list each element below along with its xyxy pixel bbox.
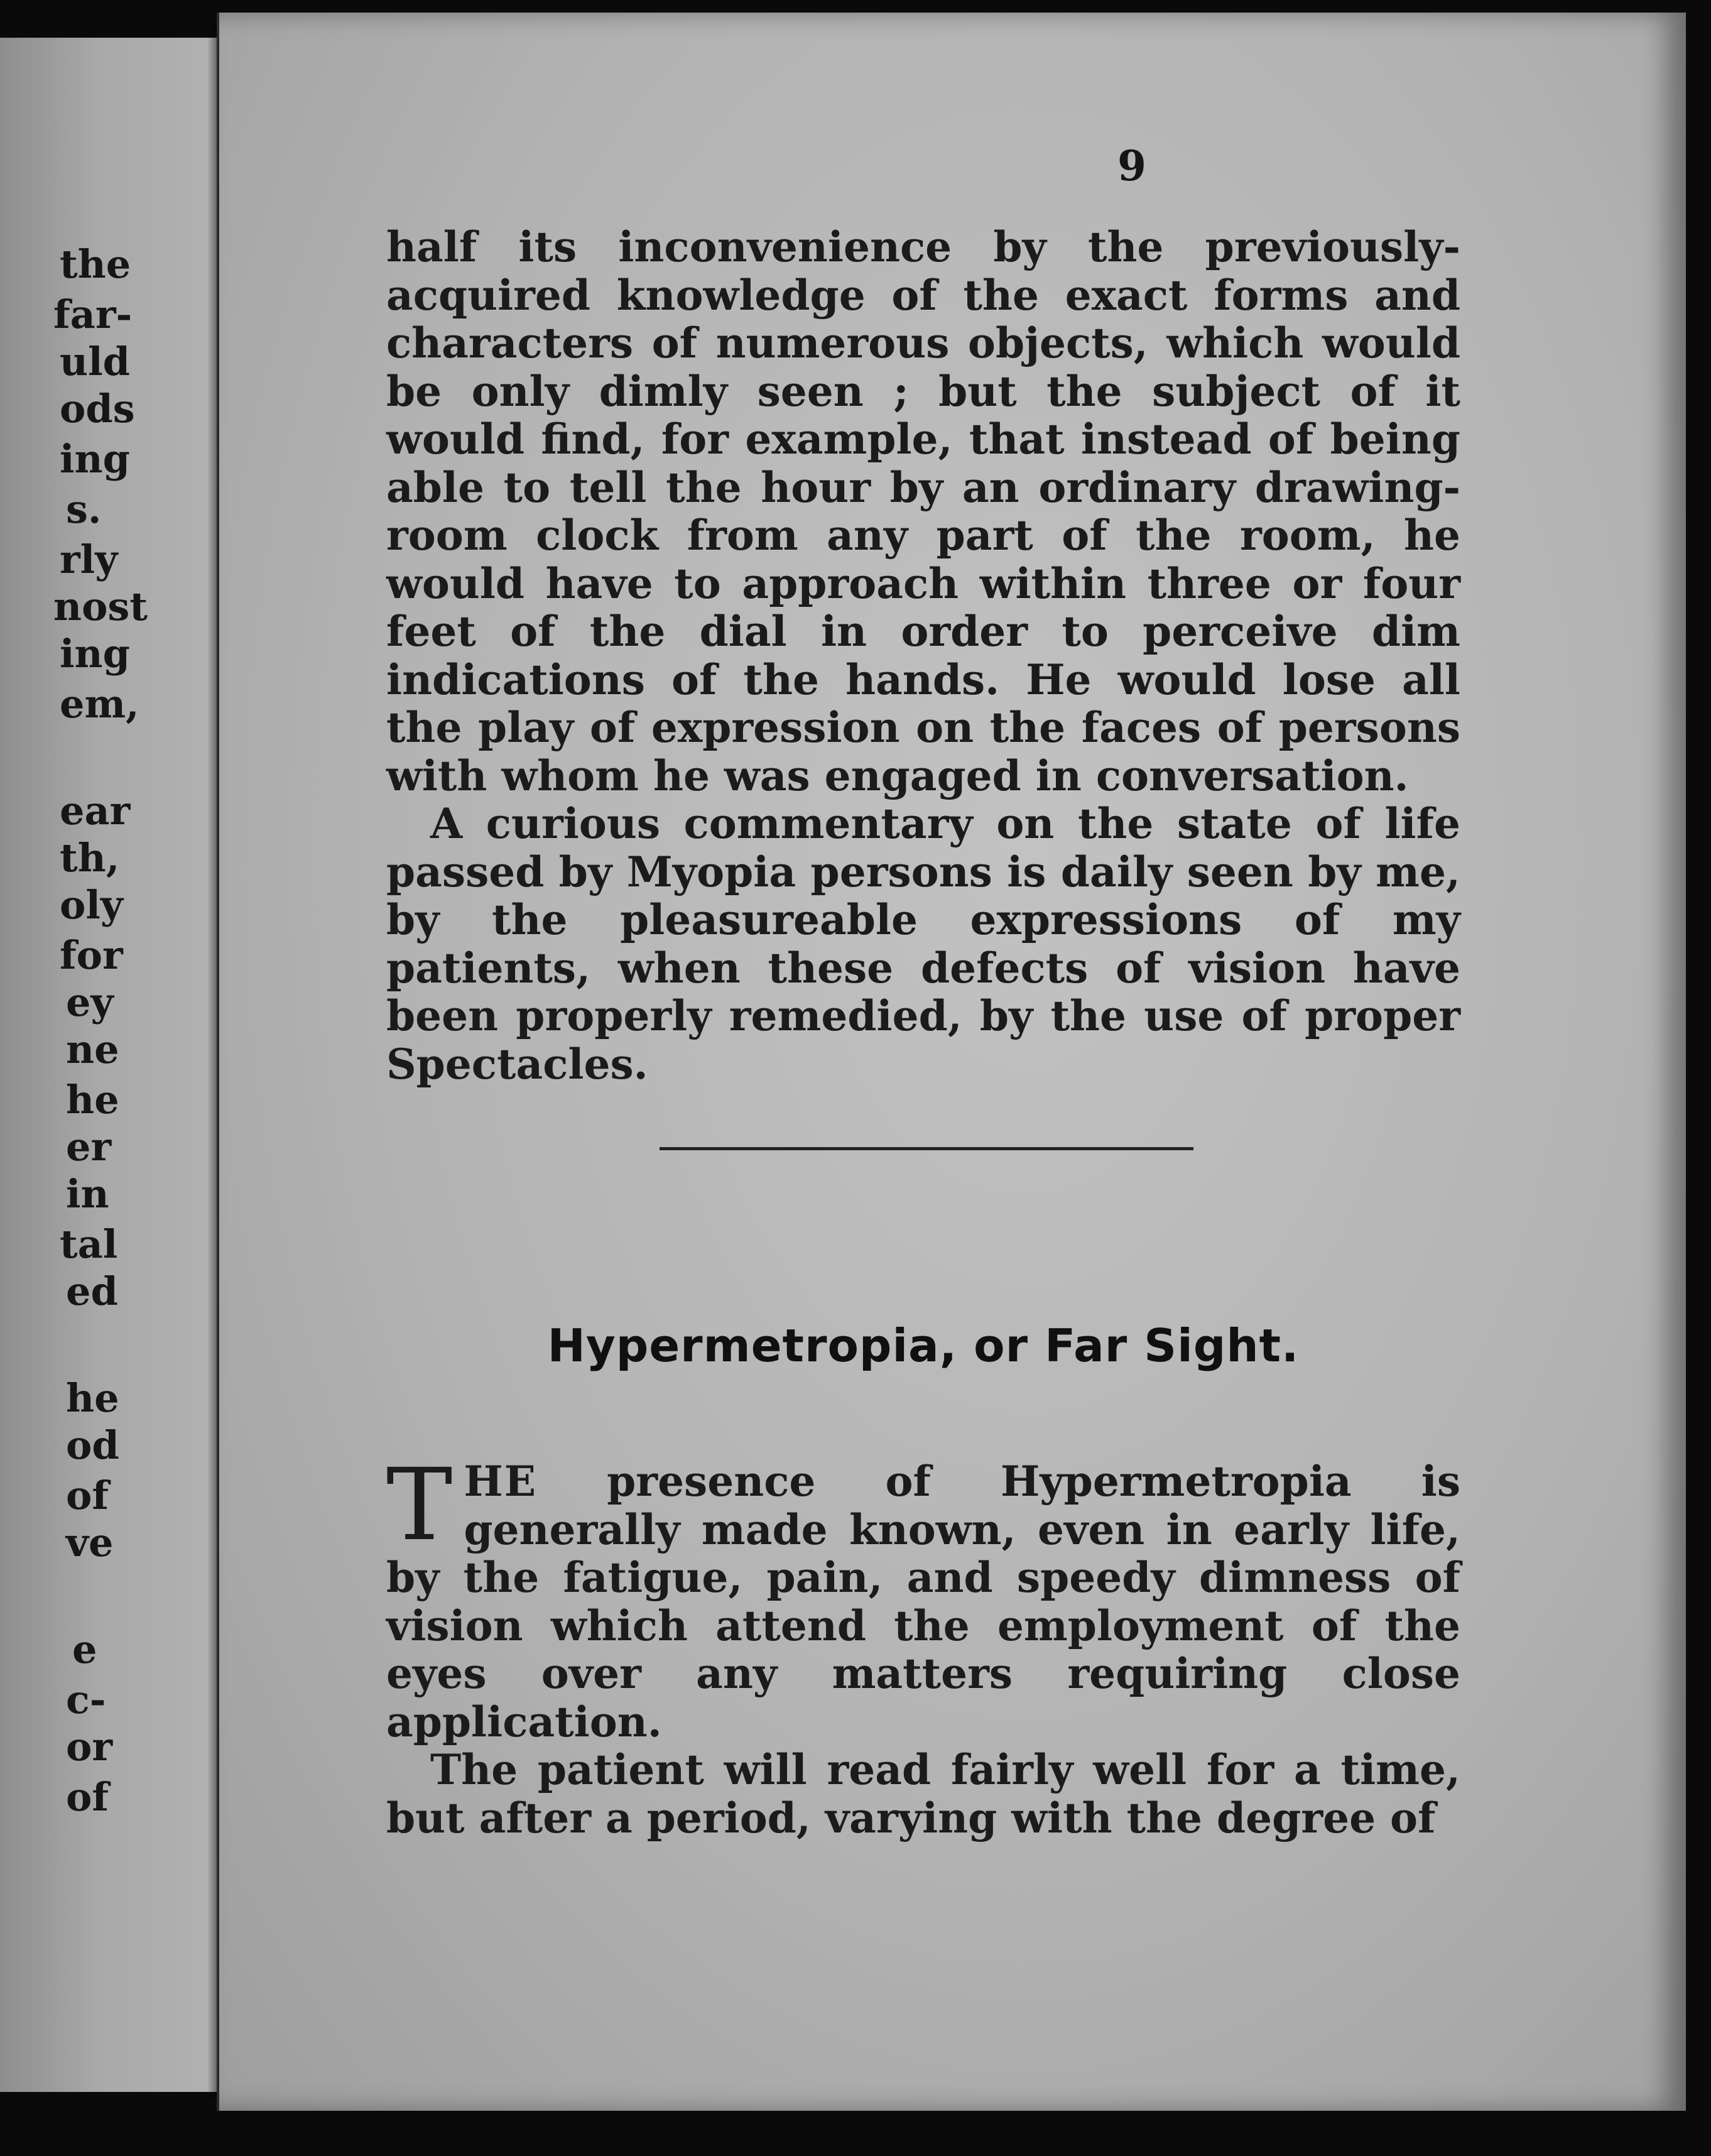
body-text	[386, 223, 1460, 1088]
drop-cap: T	[386, 1447, 453, 1563]
left-page-fragment: the far- uld ods ing s. rly nost ing em, ear th, oly for ey ne he er in tal ed he od of ve e c- or of	[0, 38, 251, 2092]
paragraph-myopia-commentary: A curious commentary on the state of life passed by Myopia persons is daily seen by me, by the pleasureable expressions of my patients, when these defects of vision have been properly remedied, by the use of proper Spectacles.	[386, 799, 1460, 1089]
section-heading: Hypermetropia, or Far Sight.	[547, 1319, 1300, 1372]
section-divider	[660, 1147, 1193, 1150]
section-body	[386, 1447, 1460, 1843]
paragraph-patient-reading: The patient will read fairly well for a time, but after a period, varying with the degree of	[386, 1745, 1460, 1843]
lead-word: HE	[464, 1457, 538, 1506]
intro-text: presence of Hypermetropia is generally made known, even in early life, by the fatigue, pain, and speedy dimness of vision which attend the employment of the eyes over any matters requiring close application.	[386, 1457, 1460, 1746]
paragraph-myopia-continued: half its inconvenience by the previously-acquired knowledge of the exact forms and characters of numerous objects, which would be only dimly seen ; but the subject of it would find, for example, that instead of being able to tell the hour by an ordinary drawing-room clock from any part of the room, he would have to approach within three or four feet of the dial in order to perceive dim indications of the hands. He would lose all the play of expression on the faces of persons with whom he was engaged in conversation.	[386, 222, 1460, 800]
paragraph-hypermetropia-intro	[386, 1447, 1460, 1746]
page-number: 9	[1117, 141, 1146, 190]
